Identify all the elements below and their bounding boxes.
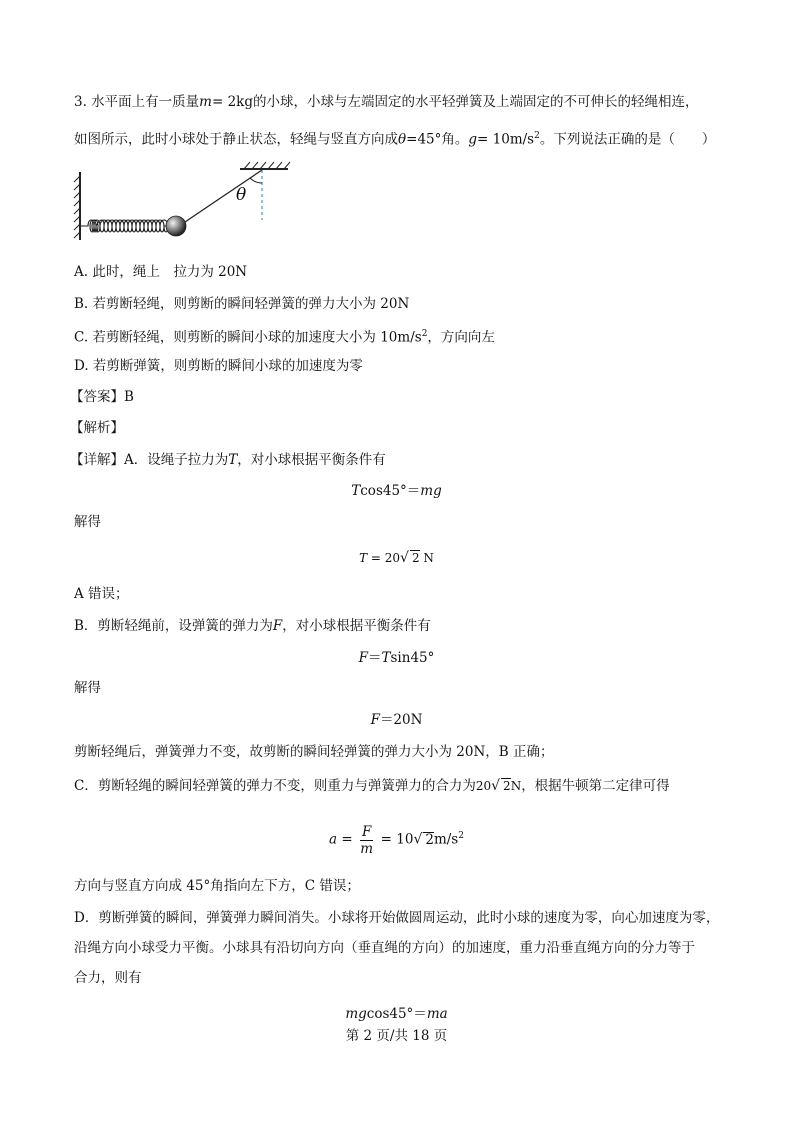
var: mg <box>420 483 442 499</box>
option-a: A. 此时，绳上 拉力为 20N <box>74 264 248 280</box>
text: ，根据牛顿第二定律可得 <box>521 778 670 794</box>
radicand: 2 <box>411 551 420 565</box>
var-m: m <box>199 94 212 110</box>
var: T <box>359 551 368 565</box>
equation-5 <box>0 818 793 858</box>
text: ＝ <box>367 650 382 666</box>
c-wrong: 方向与竖直方向成 45°角指向左下方，C 错误； <box>74 878 360 894</box>
sqrt-sign: √ <box>400 550 409 566</box>
text: 如图所示，此时小球处于静止状态，轻绳与竖直方向成 <box>74 131 398 148</box>
spring-ball-rope-figure <box>72 160 302 242</box>
text: B．剪断轻绳前，设弹簧的弹力为 <box>74 618 273 634</box>
var-g: g <box>468 131 478 148</box>
radicand: 2 <box>425 831 434 848</box>
text: sin45° <box>390 650 435 666</box>
detail-line-6: 合力，则有 <box>74 970 142 986</box>
text: cos45°＝ <box>366 1006 427 1022</box>
text: N <box>419 551 434 565</box>
var: F <box>358 650 368 666</box>
text: cos45°＝ <box>360 483 421 499</box>
text: = 2kg的小球，小球与左端固定的水平轻弹簧及上端固定的不可伸长的轻绳相连， <box>211 94 699 110</box>
detail-line-3 <box>74 776 670 796</box>
equation-3 <box>0 648 793 668</box>
text: = 10m/s <box>477 131 535 148</box>
var-theta: θ <box>398 131 407 148</box>
detail-line-4: D．剪断弹簧的瞬间，弹簧弹力瞬间消失。小球将开始做圆周运动，此时小球的速度为零，向心加速度为零， <box>74 910 720 926</box>
option-c <box>74 324 495 348</box>
text: C. 若剪断轻绳，则剪断的瞬间小球的加速度大小为 10m/s <box>74 329 422 346</box>
equation-4 <box>0 710 793 730</box>
text: 。下列说法正确的是（ ） <box>539 131 716 148</box>
var: a <box>329 831 338 848</box>
equation-6 <box>0 1004 793 1024</box>
var-T: T <box>228 452 238 468</box>
analysis-label: 【解析】 <box>70 420 124 436</box>
var: F <box>370 712 380 728</box>
text: ，方向向左 <box>427 329 495 346</box>
var-F: F <box>272 618 283 634</box>
detail-line-2 <box>74 616 431 636</box>
fraction <box>360 824 373 857</box>
var: T <box>381 650 391 666</box>
solve-label-1: 解得 <box>74 514 101 530</box>
var: T <box>351 483 361 499</box>
unit: N <box>510 779 522 793</box>
var: mg <box>345 1006 367 1022</box>
question-line-1 <box>74 92 699 112</box>
equation-1 <box>0 481 793 501</box>
radicand: 2 <box>503 779 511 793</box>
spring <box>80 220 174 232</box>
solve-label-2: 解得 <box>74 680 101 696</box>
ceiling-hatch <box>244 162 290 169</box>
text: = 10 <box>376 831 414 848</box>
ball <box>166 216 186 236</box>
numerator: F <box>361 823 372 840</box>
text: ＝20N <box>379 712 423 728</box>
number: 20 <box>475 779 492 793</box>
text: C．剪断轻绳的瞬间轻弹簧的弹力不变，则重力与弹簧弹力的合力为 <box>74 778 476 794</box>
superscript: 2 <box>458 831 464 841</box>
option-d: D. 若剪断弹簧，则剪断的瞬间小球的加速度为零 <box>74 358 363 374</box>
text: =45°角。 <box>406 131 469 148</box>
angle-arc <box>250 178 262 183</box>
sqrt-sign: √ <box>491 778 501 794</box>
question-line-2 <box>74 126 715 150</box>
theta-label: θ <box>236 185 247 205</box>
equation-2 <box>0 548 793 568</box>
text: ，对小球根据平衡条件有 <box>282 618 431 634</box>
text: m/s <box>433 831 459 848</box>
page-footer: 第 2 页/共 18 页 <box>345 1028 448 1044</box>
answer-label: 【答案】B <box>70 389 134 405</box>
option-b: B. 若剪断轻绳，则剪断的瞬间轻弹簧的弹力大小为 20N <box>74 296 410 312</box>
denominator: m <box>360 840 374 857</box>
text: = 20 <box>367 551 401 565</box>
a-wrong: A 错误； <box>74 586 129 602</box>
text: ，对小球根据平衡条件有 <box>237 452 386 468</box>
superscript: 2 <box>421 329 428 339</box>
detail-line-5: 沿绳方向小球受力平衡。小球具有沿切向方向（垂直绳的方向）的加速度，重力沿垂直绳方向的分力等于 <box>74 940 695 956</box>
text: = <box>337 831 357 848</box>
text: 【详解】A．设绳子拉力为 <box>70 452 229 468</box>
superscript: 2 <box>534 131 540 141</box>
text: 3. 水平面上有一质量 <box>74 94 200 110</box>
detail-line-1 <box>70 450 386 470</box>
b-correct: 剪断轻绳后，弹簧弹力不变，故剪断的瞬间轻弹簧的弹力大小为 20N，B 正确； <box>74 744 554 760</box>
var: ma <box>426 1006 448 1022</box>
sqrt-sign: √ <box>413 831 423 848</box>
